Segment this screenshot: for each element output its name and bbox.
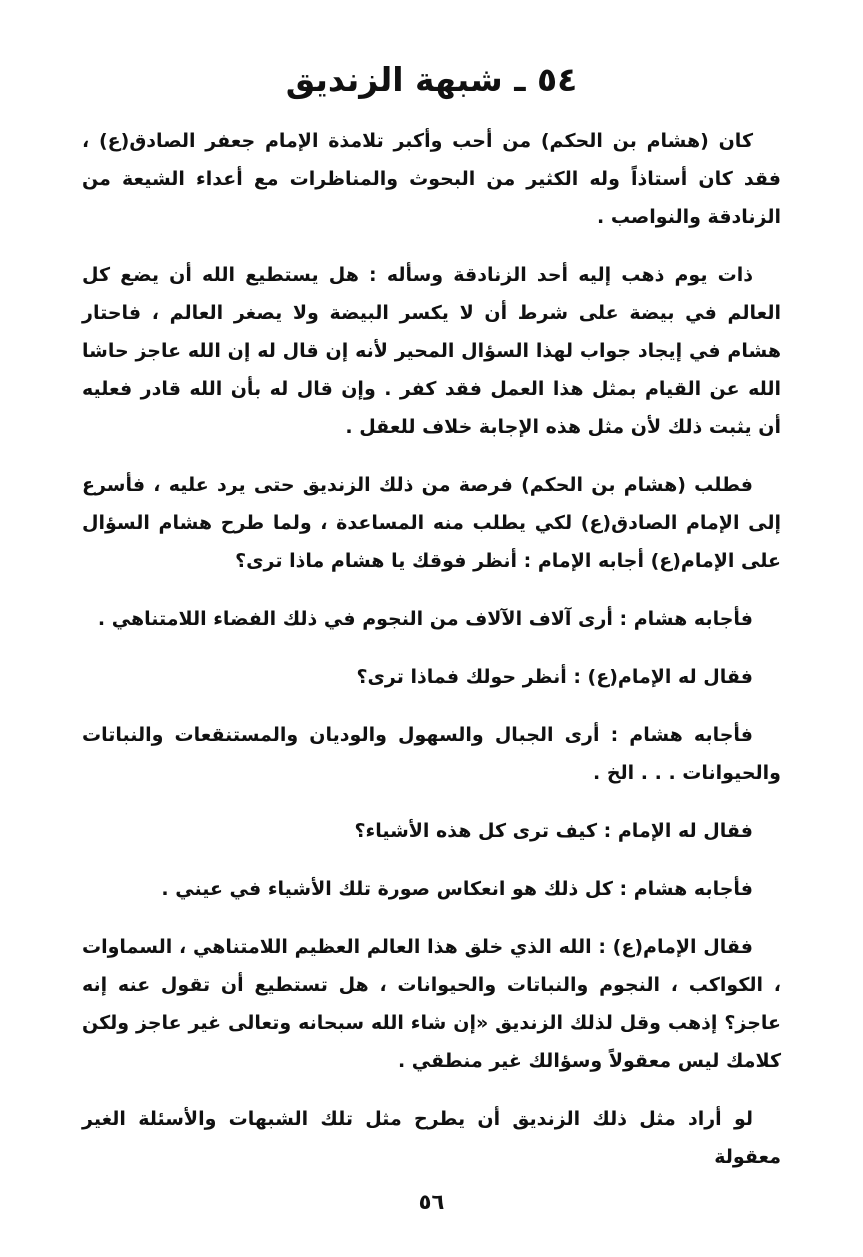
paragraph-final: لو أراد مثل ذلك الزنديق أن يطرح مثل تلك الشبهات والأسئلة الغير معقولة xyxy=(82,1108,781,1168)
page-number: ٥٦ xyxy=(418,1190,445,1214)
paragraph-imam-around: فقال له الإمام(ع) : أنظر حولك فماذا ترى؟ xyxy=(356,666,753,688)
paragraph-imam-how: فقال له الإمام : كيف ترى كل هذه الأشياء؟ xyxy=(354,820,753,842)
paragraph-question: ذات يوم ذهب إليه أحد الزنادقة وسأله : هل يستطيع الله أن يضع كل العالم في بيضة على شرط أن لا يكسر البيضة ولا يصغر العالم ، فاحتار هشام في إيجاد جواب لهذا السؤال المحير لأنه إن قال له إن الله عاجز حاشا الله عن القيام بمثل هذا العمل فقد كفر . وإن قال له بأن الله قادر فعليه أن يثبت ذلك لأن مثل هذه الإجابة خلاف للعقل . xyxy=(82,264,781,438)
paragraph-intro: كان (هشام بن الحكم) من أحب وأكبر تلامذة الإمام جعفر الصادق(ع) ، فقد كان أستاذاً وله الكثير من البحوث والمناظرات مع أعداء الشيعة من الزنادقة والنواصب . xyxy=(82,130,781,228)
paragraph-imam-conclusion: فقال الإمام(ع) : الله الذي خلق هذا العالم العظيم اللامتناهي ، السماوات ، الكواكب ، النجوم والنباتات والحيوانات ، هل تستطيع أن تقول عنه إنه عاجز؟ إذهب وقل لذلك الزنديق «إن شاء الله سبحانه وتعالى غير عاجز ولكن كلامك ليس معقولاً وسؤالك غير منطقي . xyxy=(82,936,781,1072)
chapter-title: ٥٤ ـ شبهة الزنديق xyxy=(285,60,578,99)
paragraph-hisham-mountains: فأجابه هشام : أرى الجبال والسهول والوديان والمستنقعات والنباتات والحيوانات . . . الخ . xyxy=(82,724,781,784)
paragraph-imam-answer: فطلب (هشام بن الحكم) فرصة من ذلك الزنديق حتى يرد عليه ، فأسرع إلى الإمام الصادق(ع) لكي يطلب منه المساعدة ، ولما طرح هشام السؤال على الإمام(ع) أجابه الإمام : أنظر فوقك يا هشام ماذا ترى؟ xyxy=(82,474,781,572)
paragraph-hisham-reflection: فأجابه هشام : كل ذلك هو انعكاس صورة تلك الأشياء في عيني . xyxy=(161,878,753,900)
paragraph-hisham-stars: فأجابه هشام : أرى آلاف الآلاف من النجوم في ذلك الفضاء اللامتناهي . xyxy=(97,608,753,630)
